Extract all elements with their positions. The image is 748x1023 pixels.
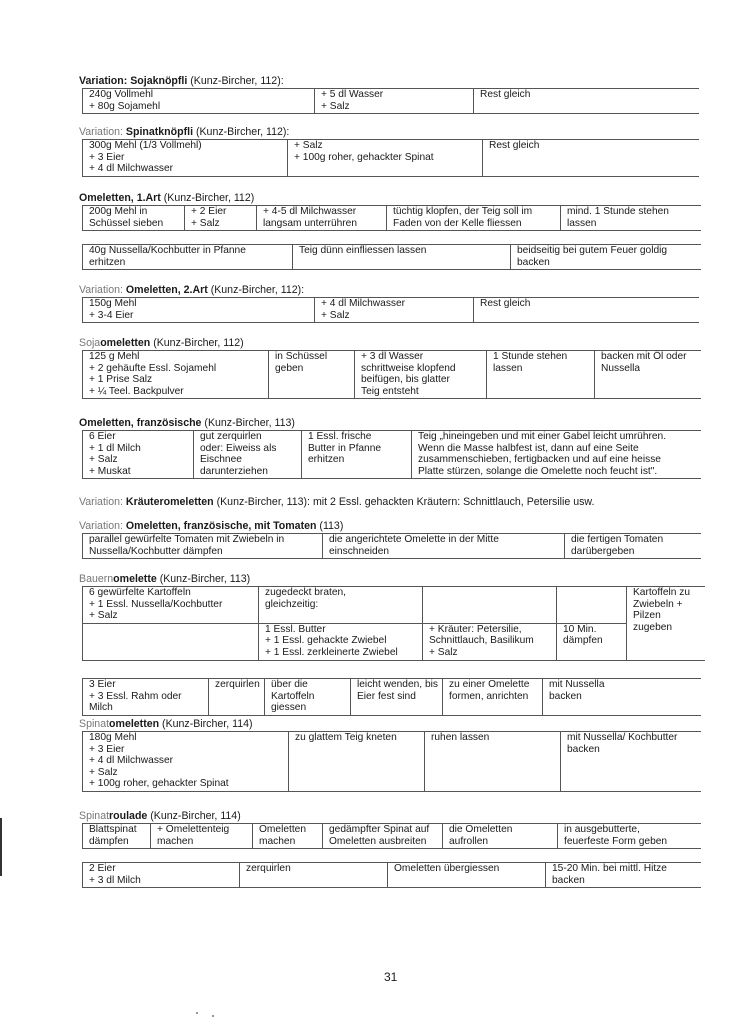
table-cell: Teig dünn einfliessen lassen <box>293 245 511 270</box>
table-cell: 150g Mehl + 3-4 Eier <box>83 298 315 323</box>
heading-prefix: Variation: <box>79 126 126 138</box>
recipe-title: Kräuteromeletten <box>125 496 214 508</box>
table-row <box>83 89 699 114</box>
table-cell: leicht wenden, bis Eier fest sind <box>351 679 443 716</box>
recipe-title: Sojaknöpfli <box>130 75 188 87</box>
recipe-source: (Kunz-Bircher, 114) <box>147 810 241 822</box>
table-cell: 300g Mehl (1/3 Vollmehl) + 3 Eier + 4 dl Milchwasser <box>83 140 288 177</box>
recipe-title: Omeletten, französische, mit Tomaten <box>125 520 317 532</box>
recipe-source: (Kunz-Bircher, 112) <box>150 337 244 349</box>
recipe-table-spinatomeletten <box>82 731 701 792</box>
heading-prefix: Variation: <box>79 75 131 87</box>
recipe-source: (Kunz-Bircher, 112): <box>187 75 284 87</box>
recipe-table-bauernomelette-step1 <box>82 586 705 661</box>
scan-margin-mark <box>0 818 2 876</box>
table-row <box>83 140 699 177</box>
recipe-table-omeletten-tomaten <box>82 533 701 559</box>
table-cell: die Omeletten aufrollen <box>443 824 558 849</box>
recipe-title: roulade <box>109 810 148 822</box>
table-cell: in Schüssel geben <box>269 351 355 399</box>
table-cell: Teig „hineingeben und mit einer Gabel leicht umrühren. Wenn die Masse halbfest ist, dann auf eine Seite zusammenschieben, fertigbacken und auf eine heisse Platte stürzen, solange die Omelette noch feucht ist". <box>412 431 701 479</box>
table-cell: beidseitig bei gutem Feuer goldig backen <box>511 245 701 270</box>
recipe-heading-sojaknoepfli <box>79 76 284 88</box>
table-cell: backen mit Öl oder Nussella <box>595 351 701 399</box>
table-cell: Omeletten machen <box>253 824 323 849</box>
table-cell: Blattspinat dämpfen <box>83 824 151 849</box>
table-cell: über die Kartoffeln giessen <box>265 679 351 716</box>
recipe-title: Omeletten, 2.Art <box>125 284 208 296</box>
table-row <box>83 206 701 231</box>
recipe-table-spinatroulade-step1 <box>82 823 701 849</box>
table-cell: 6 Eier + 1 dl Milch + Salz + Muskat <box>83 431 194 479</box>
table-cell: 3 Eier + 3 Essl. Rahm oder Milch <box>83 679 209 716</box>
heading-prefix: Bauern <box>79 573 114 585</box>
heading-prefix: Soja <box>79 337 101 349</box>
table-row <box>83 587 705 624</box>
table-cell: zerquirlen <box>240 863 388 888</box>
table-row <box>83 679 701 716</box>
recipe-source: (113) <box>316 520 344 532</box>
table-cell: Rest gleich <box>474 89 699 114</box>
table-cell: in ausgebutterte, feuerfeste Form geben <box>558 824 701 849</box>
table-cell <box>423 587 557 624</box>
table-cell: + Omelettenteig machen <box>151 824 253 849</box>
recipe-heading-omeletten-2 <box>79 285 304 297</box>
recipe-table-omeletten-1-step1 <box>82 205 701 231</box>
recipe-source: (Kunz-Bircher, 113) <box>156 573 251 585</box>
recipe-title: Omeletten, 1.Art <box>79 192 161 204</box>
heading-prefix: Spinat <box>79 810 110 822</box>
recipe-heading-spinatroulade <box>79 811 241 823</box>
recipe-table-omeletten-franz <box>82 430 701 479</box>
recipe-table-spinatroulade-step2 <box>82 862 701 888</box>
table-cell: + 4 dl Milchwasser + Salz <box>315 298 474 323</box>
recipe-table-sojaknoepfli <box>82 88 699 114</box>
page-number: 31 <box>384 970 398 984</box>
recipe-source: (Kunz-Bircher, 113): mit 2 Essl. gehackten Kräutern: Schnittlauch, Petersilie usw. <box>213 496 595 508</box>
table-row <box>83 623 705 660</box>
table-cell: ruhen lassen <box>425 732 561 792</box>
table-cell: die fertigen Tomaten darübergeben <box>565 534 701 559</box>
recipe-table-omeletten-1-step2 <box>82 244 701 270</box>
heading-prefix: Variation: <box>79 284 126 296</box>
table-cell <box>557 587 627 624</box>
heading-prefix: Variation: <box>79 520 126 532</box>
recipe-heading-omeletten-franz <box>79 418 295 430</box>
table-cell: 1 Stunde stehen lassen <box>487 351 595 399</box>
table-row <box>83 351 701 399</box>
table-row <box>83 245 701 270</box>
recipe-source: (Kunz-Bircher, 112): <box>207 284 305 296</box>
table-cell <box>83 623 259 660</box>
table-cell: 1 Essl. frische Butter in Pfanne erhitzen <box>302 431 412 479</box>
table-cell: 180g Mehl + 3 Eier + 4 dl Milchwasser + Salz + 100g roher, gehackter Spinat <box>83 732 289 792</box>
table-row <box>83 534 701 559</box>
recipe-title: omelette <box>113 573 157 585</box>
table-cell: + 2 Eier + Salz <box>185 206 257 231</box>
table-row <box>83 732 701 792</box>
table-row <box>83 863 701 888</box>
scan-speck <box>212 1015 214 1017</box>
recipe-table-spinatknoepfli <box>82 139 699 177</box>
table-cell: zu einer Omelette formen, anrichten <box>443 679 543 716</box>
table-cell: zu glattem Teig kneten <box>289 732 425 792</box>
table-row <box>83 431 701 479</box>
table-cell: 40g Nussella/Kochbutter in Pfanne erhitzen <box>83 245 293 270</box>
table-row <box>83 298 699 323</box>
recipe-table-omeletten-2 <box>82 297 699 323</box>
recipe-heading-bauernomelette <box>79 574 250 586</box>
table-cell: + 3 dl Wasser schrittweise klopfend beifügen, bis glatter Teig entsteht <box>355 351 487 399</box>
table-cell: gut zerquirlen oder: Eiweiss als Eischnee darunterziehen <box>194 431 302 479</box>
recipe-heading-spinatknoepfli <box>79 127 289 139</box>
heading-prefix: Spinat <box>79 718 110 730</box>
table-cell: zugedeckt braten, gleichzeitig: <box>259 587 423 624</box>
table-row <box>83 824 701 849</box>
table-cell: 125 g Mehl + 2 gehäufte Essl. Sojamehl + 1 Prise Salz + ¼ Teel. Backpulver <box>83 351 269 399</box>
table-cell: 1 Essl. Butter + 1 Essl. gehackte Zwiebel + 1 Essl. zerkleinerte Zwiebel <box>259 623 423 660</box>
recipe-title: Spinatknöpfli <box>125 126 194 138</box>
table-cell: zerquirlen <box>209 679 265 716</box>
table-cell: Rest gleich <box>474 298 699 323</box>
table-cell: 200g Mehl in Schüssel sieben <box>83 206 185 231</box>
recipe-title: omeletten <box>109 718 160 730</box>
recipe-title: omeletten <box>100 337 151 349</box>
recipe-title: Omeletten, französische <box>79 417 202 429</box>
table-cell: mind. 1 Stunde stehen lassen <box>561 206 701 231</box>
recipe-table-bauernomelette-step2 <box>82 678 701 716</box>
table-cell: + 5 dl Wasser + Salz <box>315 89 474 114</box>
table-cell: die angerichtete Omelette in der Mitte einschneiden <box>323 534 565 559</box>
scan-speck <box>196 1012 198 1014</box>
heading-prefix: Variation: <box>79 496 126 508</box>
recipe-source: (Kunz-Bircher, 112) <box>160 192 255 204</box>
recipe-heading-omeletten-1 <box>79 193 254 205</box>
table-cell: 240g Vollmehl + 80g Sojamehl <box>83 89 315 114</box>
table-cell: 6 gewürfelte Kartoffeln + 1 Essl. Nussella/Kochbutter + Salz <box>83 587 259 624</box>
table-cell: + 4-5 dl Milchwasser langsam unterrühren <box>257 206 387 231</box>
table-cell: + Salz + 100g roher, gehackter Spinat <box>288 140 483 177</box>
table-cell: Omeletten übergiessen <box>388 863 546 888</box>
table-cell: Rest gleich <box>483 140 699 177</box>
table-cell: gedämpfter Spinat auf Omeletten ausbreiten <box>323 824 443 849</box>
table-cell: mit Nussella/ Kochbutter backen <box>561 732 701 792</box>
table-cell: mit Nussella backen <box>543 679 701 716</box>
table-cell: 10 Min. dämpfen <box>557 623 627 660</box>
table-cell: + Kräuter: Petersilie, Schnittlauch, Basilikum + Salz <box>423 623 557 660</box>
recipe-heading-omeletten-tomaten <box>79 521 343 533</box>
table-cell: parallel gewürfelte Tomaten mit Zwiebeln in Nussella/Kochbutter dämpfen <box>83 534 323 559</box>
table-cell: Kartoffeln zu Zwiebeln + Pilzen zugeben <box>627 587 705 661</box>
table-cell: tüchtig klopfen, der Teig soll im Faden von der Kelle fliessen <box>387 206 561 231</box>
recipe-heading-kraeuteromeletten <box>79 497 594 509</box>
table-cell: 2 Eier + 3 dl Milch <box>83 863 240 888</box>
recipe-heading-sojaomeletten <box>79 338 244 350</box>
recipe-source: (Kunz-Bircher, 113) <box>201 417 295 429</box>
recipe-table-sojaomeletten <box>82 350 701 399</box>
recipe-source: (Kunz-Bircher, 114) <box>159 718 253 730</box>
recipe-source: (Kunz-Bircher, 112): <box>193 126 290 138</box>
table-cell: 15-20 Min. bei mittl. Hitze backen <box>546 863 701 888</box>
recipe-heading-spinatomeletten <box>79 719 253 731</box>
